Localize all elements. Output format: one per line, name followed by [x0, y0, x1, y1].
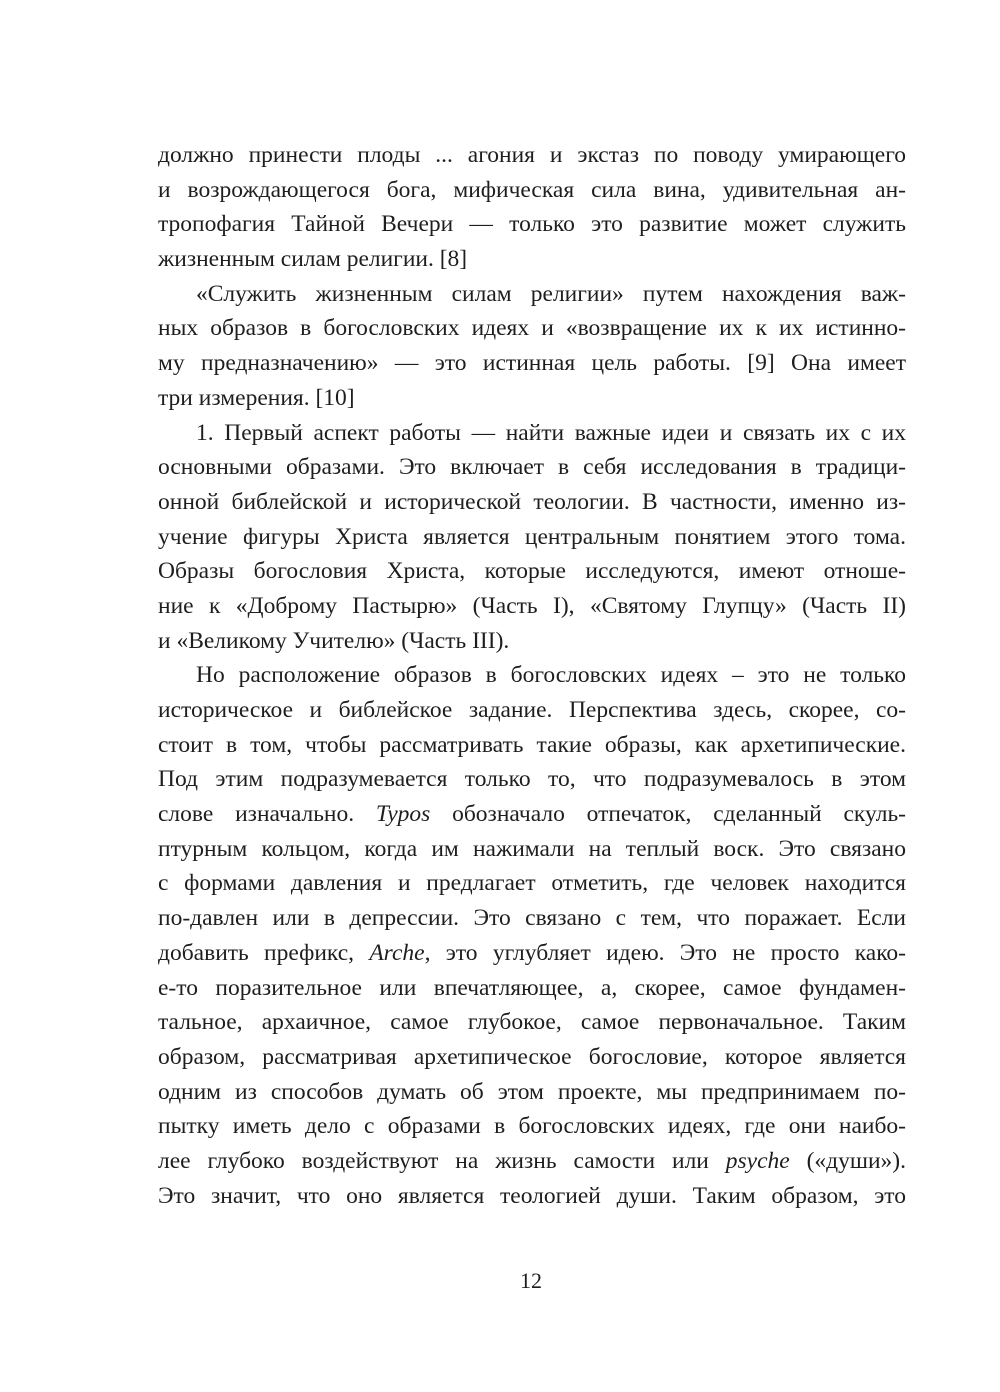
- text-segment: стоит в том, чтобы рассматривать такие образы, как архетипические.: [158, 731, 906, 758]
- text-segment: «Служить жизненным силам религии» путем нахождения важ-: [196, 280, 906, 307]
- text-line: [158, 138, 906, 173]
- text-segment: должно принести плоды ... агония и экстаз по поводу умирающего: [158, 142, 906, 168]
- text-segment: онной библейской и исторической теологии. В частности, именно из-: [158, 488, 906, 515]
- text-line: [158, 658, 906, 693]
- paragraph: [158, 658, 906, 1213]
- text-segment: («души»).: [789, 1147, 906, 1174]
- text-line: [158, 1075, 906, 1110]
- text-line: [158, 728, 906, 763]
- italic-term: psyche: [725, 1147, 790, 1174]
- text-segment: добавить префикс,: [158, 939, 370, 966]
- text-segment: тропофагия Тайной Вечери — только это развитие может служить: [158, 211, 906, 238]
- text-line: [158, 381, 906, 416]
- text-segment: Но расположение образов в богословских идеях – это не только: [196, 662, 906, 689]
- text-line: [158, 797, 906, 832]
- text-line: [158, 242, 906, 277]
- paragraph: [158, 416, 906, 659]
- text-line: [158, 624, 906, 659]
- text-segment: тальное, архаичное, самое глубокое, самое первоначальное. Таким: [158, 1009, 906, 1036]
- text-segment: пытку иметь дело с образами в богословских идеях, где они наибо-: [158, 1113, 906, 1140]
- page-number: 12: [520, 1268, 542, 1293]
- text-line: [158, 346, 906, 381]
- text-line: [158, 485, 906, 520]
- text-line: [158, 589, 906, 624]
- text-segment: и возрождающегося бога, мифическая сила вина, удивительная ан-: [158, 176, 906, 203]
- text-segment: обозначало отпечаток, сделанный скуль-: [430, 801, 906, 828]
- text-segment: ние к «Доброму Пастырю» (Часть I), «Святому Глупцу» (Часть II): [158, 592, 906, 619]
- text-segment: с формами давления и предлагает отметить, где человек находится: [158, 870, 906, 897]
- text-line: [158, 450, 906, 485]
- text-segment: историческое и библейское задание. Перспектива здесь, скорее, со-: [158, 697, 906, 723]
- italic-term: Arche: [369, 939, 425, 966]
- text-segment: образом, рассматривая архетипическое богословие, которое является: [158, 1043, 906, 1070]
- text-segment: Образы богословия Христа, которые исследуются, имеют отноше-: [158, 558, 906, 585]
- text-segment: слове изначально.: [158, 801, 376, 828]
- text-line: [158, 971, 906, 1006]
- text-segment: 1. Первый аспект работы — найти важные идеи и связать их с их: [196, 419, 906, 446]
- text-segment: ных образов в богословских идеях и «возвращение их к их истинно-: [158, 315, 906, 342]
- text-line: [158, 901, 906, 936]
- text-segment: е-то поразительное или впечатляющее, а, скорее, самое фундамен-: [158, 974, 906, 1001]
- text-segment: одним из способов думать об этом проекте, мы предпринимаем по-: [158, 1078, 906, 1105]
- text-line: [158, 1144, 906, 1179]
- paragraph: [158, 277, 906, 416]
- text-segment: по-давлен или в депрессии. Это связано с тем, что поражает. Если: [158, 905, 906, 932]
- body-text: [158, 138, 906, 1213]
- text-line: [158, 207, 906, 242]
- text-line: [158, 1179, 906, 1214]
- text-line: [158, 693, 906, 728]
- text-segment: Под этим подразумевается только то, что подразумевалось в этом: [158, 766, 906, 793]
- text-line: [158, 866, 906, 901]
- paragraph: [158, 138, 906, 277]
- text-segment: три измерения. [10]: [158, 384, 355, 411]
- text-line: [158, 520, 906, 555]
- text-segment: птурным кольцом, когда им нажимали на теплый воск. Это связано: [158, 835, 906, 862]
- text-line: [158, 936, 906, 971]
- text-line: [158, 1005, 906, 1040]
- text-line: [158, 1109, 906, 1144]
- text-segment: основными образами. Это включает в себя исследования в традици-: [158, 454, 906, 481]
- text-line: [158, 416, 906, 451]
- text-line: [158, 277, 906, 312]
- text-line: [158, 1040, 906, 1075]
- text-segment: жизненным силам религии. [8]: [158, 246, 468, 273]
- text-line: [158, 173, 906, 208]
- italic-term: Typos: [375, 801, 431, 828]
- text-line: [158, 762, 906, 797]
- text-segment: и «Великому Учителю» (Часть III).: [158, 627, 510, 654]
- text-line: [158, 311, 906, 346]
- text-line: [158, 832, 906, 867]
- text-line: [158, 554, 906, 589]
- text-segment: учение фигуры Христа является центральным понятием этого тома.: [158, 523, 906, 550]
- text-segment: му предназначению» — это истинная цель работы. [9] Она имеет: [158, 350, 906, 377]
- text-segment: Это значит, что оно является теологией души. Таким образом, это: [158, 1182, 906, 1209]
- text-segment: , это углубляет идею. Это не просто како-: [424, 939, 906, 966]
- text-segment: лее глубоко воздействуют на жизнь самости или: [158, 1147, 726, 1174]
